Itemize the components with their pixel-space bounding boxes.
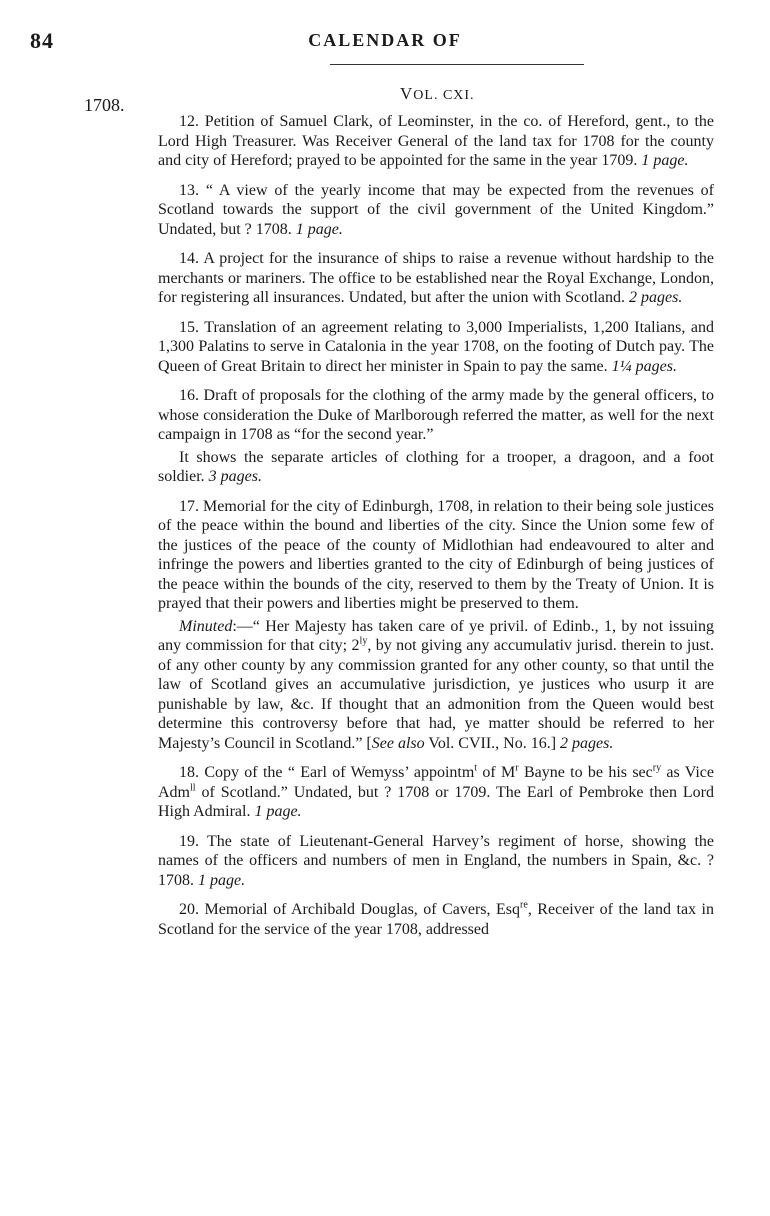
entry-16 xyxy=(158,386,714,487)
entry-extent: 1 page. xyxy=(295,220,343,238)
entry-20 xyxy=(158,900,714,939)
entry-note: It shows the separate articles of clothing for a trooper, a dragoon, and a foot soldier. xyxy=(158,448,714,485)
entry-text: , Receiver of the land tax in Scotland for the service of the year 1708, addressed xyxy=(158,901,715,938)
entry-extent: 1 page. xyxy=(641,152,689,169)
running-head: CALENDAR OF xyxy=(308,30,462,50)
calendar-entries xyxy=(158,112,714,949)
entry-text: 15. Translation of an agreement relating to 3,000 Imperialists, 1,200 Italians, and 1,300 Palatins to serve in Catalonia in the year 1708, on the footing of Dutch pay. The Queen of Great Britain to direct her minister in Spain to pay the same. xyxy=(158,318,714,375)
page-number: 84 xyxy=(30,28,54,53)
entry-text: of Scotland.” Undated, but ? 1708 or 1709. The Earl of Pembroke then Lord High Admiral. xyxy=(158,783,714,820)
volume-heading xyxy=(400,84,475,104)
entry-17 xyxy=(158,497,714,754)
superscript: ry xyxy=(652,762,662,774)
entry-text: 13. “ A view of the yearly income that may be expected from the revenues of Scotland towards the support of the civil government of the United Kingdom.” Undated, but ? 1708. xyxy=(158,181,714,238)
entry-text: Bayne to be his sec xyxy=(518,764,653,781)
entry-extent: 1 page. xyxy=(254,803,302,820)
cross-reference: Vol. CVII., No. 16.] xyxy=(424,734,561,752)
superscript: re xyxy=(520,899,528,911)
minuted-text: , by not giving any accumulativ jurisd. therein to just. of any other county by any commission granted for any other county, so that until the law of Scotland gives an accumulative jurisdiction, ye justices who usurp it are punishable by law, &c. If thought that an admonition from the Queen would best determine this controversy before that had, ye matter should be referred to her Majesty’s Council in Scotland.” [ xyxy=(158,637,714,752)
entry-text: 19. The state of Lieutenant-General Harvey’s regiment of horse, showing the names of the officers and numbers of men in England, the numbers in Spain, &c. ? 1708. xyxy=(158,832,714,889)
entry-19 xyxy=(158,832,714,891)
margin-year: 1708. xyxy=(84,95,125,115)
superscript: ly xyxy=(359,635,368,647)
entry-extent: 1 page. xyxy=(198,871,246,889)
entry-text: 14. A project for the insurance of ships to raise a revenue without hardship to the merchants or mariners. The office to be established near the Royal Exchange, London, for registering all insurances. Undated, but after the union with Scotland. xyxy=(158,250,714,306)
see-also: See also xyxy=(371,734,425,752)
minuted-label: Minuted xyxy=(179,617,233,635)
entry-text: 12. Petition of Samuel Clark, of Leominster, in the co. of Hereford, gent., to the Lord High Treasurer. Was Receiver General of the land tax for 1708 for the county and city of Hereford; prayed to be appointed for the same in the year 1709. xyxy=(158,113,714,169)
superscript: ll xyxy=(190,782,196,794)
entry-extent: 2 pages. xyxy=(628,289,683,306)
entry-text: 17. Memorial for the city of Edinburgh, 1708, in relation to their being sole justices of the peace within the bound and liberties of the city. Since the Union some few of the justices of the peace of the county of Midlothian had endeavoured to alter and infringe the powers and liberties granted to the city of Edinburgh of being justices of the peace within the bounds of the city, reserved to them by the Treaty of Union. It is prayed that their powers and liberties might be preserved to them. xyxy=(158,497,714,612)
entry-13 xyxy=(158,181,714,240)
minuted-text: :—“ Her Majesty has taken care of ye privil. of Edinb., 1, by not issuing any commission for that city; 2 xyxy=(158,617,714,654)
entry-14 xyxy=(158,249,714,308)
entry-text: of M xyxy=(477,764,516,781)
volume-rest: OL. CXI. xyxy=(413,88,475,103)
entry-18 xyxy=(158,763,714,822)
volume-initial: V xyxy=(400,84,414,103)
superscript: t xyxy=(474,762,478,774)
header-rule xyxy=(330,64,584,65)
entry-text: 16. Draft of proposals for the clothing of the army made by the general officers, to whose consideration the Duke of Marlborough referred the matter, as well for the next campaign in 1708 as “for the second year.” xyxy=(158,387,714,443)
entry-extent: 1¼ pages. xyxy=(611,357,677,375)
entry-text: 20. Memorial of Archibald Douglas, of Cavers, Esq xyxy=(179,901,521,918)
entry-15 xyxy=(158,318,714,377)
entry-text: 18. Copy of the “ Earl of Wemyss’ appointm xyxy=(179,764,475,781)
entry-extent: 2 pages. xyxy=(560,734,614,752)
superscript: r xyxy=(515,762,519,774)
entry-minute xyxy=(158,617,714,754)
entry-12 xyxy=(158,112,714,171)
entry-text: as Vice Adm xyxy=(158,764,715,801)
entry-extent: 3 pages. xyxy=(208,468,262,485)
